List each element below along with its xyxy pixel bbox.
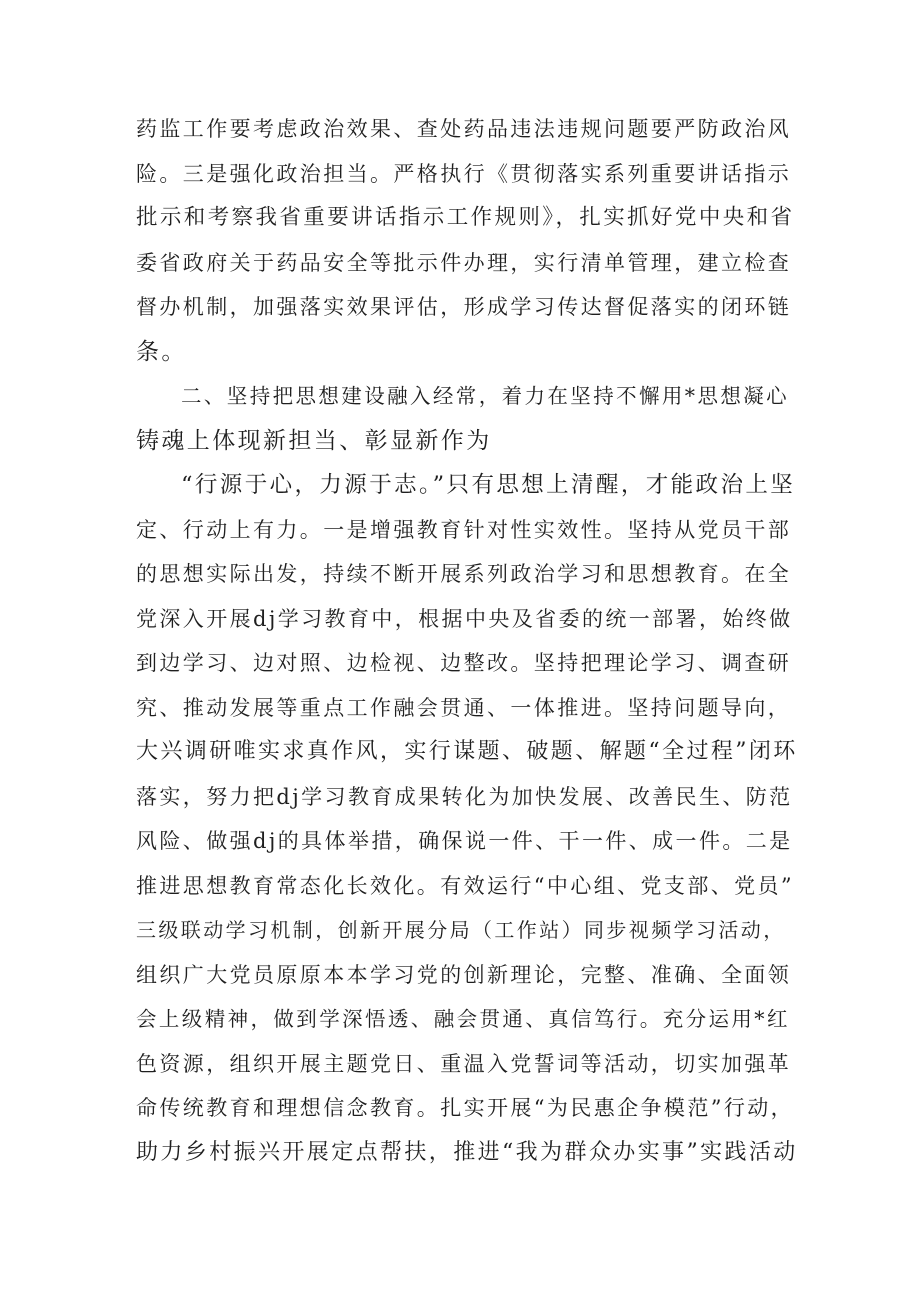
text-line: 推进思想教育常态化长效化。有效运行“中心组、党支部、党员”	[136, 874, 795, 898]
section-heading: 二、坚持把思想建设融入经常，着力在坚持不懈用*思想凝心	[181, 384, 790, 408]
text-line: 定、行动上有力。一是增强教育针对性实效性。坚持从党员干部	[136, 518, 792, 542]
text-line: 色资源，组织开展主题党日、重温入党誓词等活动，切实加强革	[136, 1052, 792, 1076]
text-line: 落实，努力把dj学习教育成果转化为加快发展、改善民生、防范	[136, 785, 793, 809]
text-line: 会上级精神，做到学深悟透、融会贯通、真信笃行。充分运用*红	[136, 1007, 790, 1031]
text-line: 批示和考察我省重要讲话指示工作规则》，扎实抓好党中央和省	[136, 205, 795, 230]
text-line: 药监工作要考虑政治效果、查处药品违法违规问题要严防政治风	[136, 117, 792, 141]
text-line: 党深入开展dj学习教育中，根据中央及省委的统一部署，始终做	[136, 607, 793, 631]
text-line: “行源于心，力源于志。”只有思想上清醒，才能政治上坚	[181, 472, 796, 498]
text-line: 的思想实际出发，持续不断开展系列政治学习和思想教育。在全	[136, 562, 792, 586]
text-line: 助力乡村振兴开展定点帮扶，推进“我为群众办实事”实践活动	[136, 1140, 798, 1165]
text-line: 组织广大党员原原本本学习党的创新理论，完整、准确、全面领	[136, 963, 792, 987]
text-line: 委省政府关于药品安全等批示件办理，实行清单管理，建立检查	[136, 251, 792, 275]
text-line: 命传统教育和理想信念教育。扎实开展“为民惠企争模范”行动，	[136, 1096, 795, 1120]
text-line: 条。	[136, 339, 187, 365]
text-line: 大兴调研唯实求真作风，实行谋题、破题、解题“全过程”闭环	[136, 739, 798, 764]
text-line: 风险、做强dj的具体举措，确保说一件、干一件、成一件。二是	[136, 829, 793, 853]
text-line: 究、推动发展等重点工作融会贯通、一体推进。坚持问题导向，	[136, 696, 792, 720]
text-line: 督办机制，加强落实效果评估，形成学习传达督促落实的闭环链	[136, 295, 792, 319]
text-line: 三级联动学习机制，创新开展分局（工作站）同步视频学习活动，	[136, 918, 786, 942]
text-line: 到边学习、边对照、边检视、边整改。坚持把理论学习、调查研	[136, 651, 792, 675]
section-heading: 铸魂上体现新担当、彰显新作为	[136, 428, 492, 454]
text-line: 险。三是强化政治担当。严格执行《贯彻落实系列重要讲话指示	[136, 162, 792, 186]
